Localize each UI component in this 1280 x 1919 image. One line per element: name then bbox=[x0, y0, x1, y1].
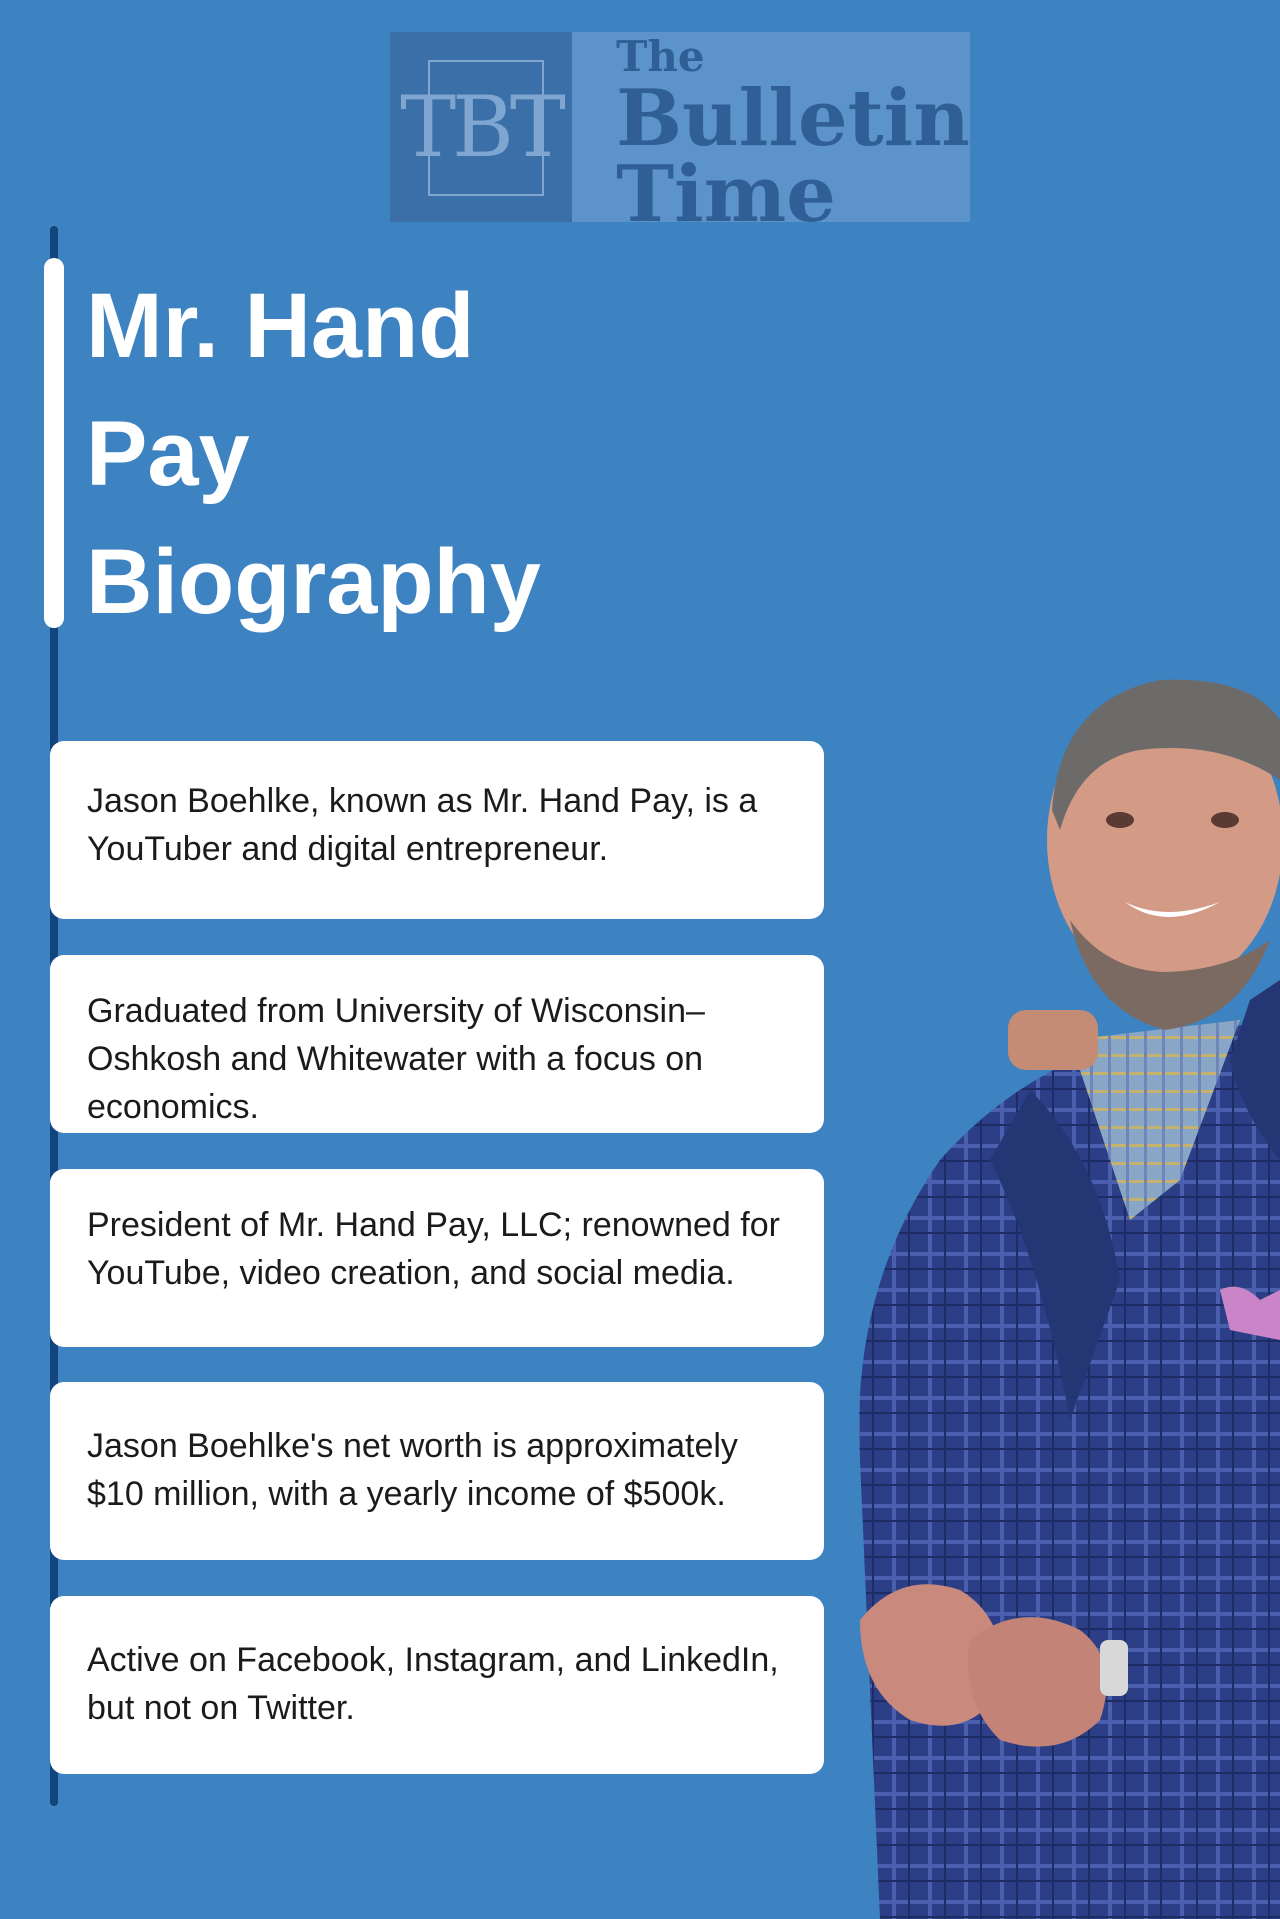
page-title bbox=[86, 262, 686, 646]
fact-card-text: Jason Boehlke, known as Mr. Hand Pay, is a YouTuber and digital entrepreneur. bbox=[87, 782, 758, 868]
logo-monogram bbox=[390, 32, 572, 222]
fact-card-net-worth bbox=[50, 1382, 824, 1560]
fact-card-text: Jason Boehlke's net worth is approximately $10 million, with a yearly income of $500k. bbox=[87, 1427, 738, 1513]
brand-logo bbox=[390, 32, 970, 240]
fact-card-social-media bbox=[50, 1596, 824, 1774]
fact-card-text: Active on Facebook, Instagram, and LinkedIn, but not on Twitter. bbox=[87, 1641, 779, 1727]
fact-card-education bbox=[50, 955, 824, 1133]
title-line-1: Mr. Hand bbox=[86, 275, 475, 377]
logo-wordmark bbox=[572, 32, 970, 240]
logo-monogram-text: TBT bbox=[400, 78, 562, 176]
title-line-3: Biography bbox=[86, 531, 541, 633]
person-photo bbox=[820, 640, 1280, 1919]
fact-card-intro bbox=[50, 741, 824, 919]
fact-card-text: Graduated from University of Wisconsin–Oshkosh and Whitewater with a focus on economics. bbox=[87, 992, 705, 1126]
logo-word-the: The bbox=[616, 32, 705, 81]
logo-word-time: Time bbox=[616, 149, 836, 240]
logo-word-bulletin: Bulletin bbox=[616, 73, 970, 164]
fact-card-career bbox=[50, 1169, 824, 1347]
fact-card-text: President of Mr. Hand Pay, LLC; renowned for YouTube, video creation, and social media. bbox=[87, 1206, 780, 1292]
title-accent-bar bbox=[44, 258, 64, 628]
title-line-2: Pay bbox=[86, 403, 250, 505]
